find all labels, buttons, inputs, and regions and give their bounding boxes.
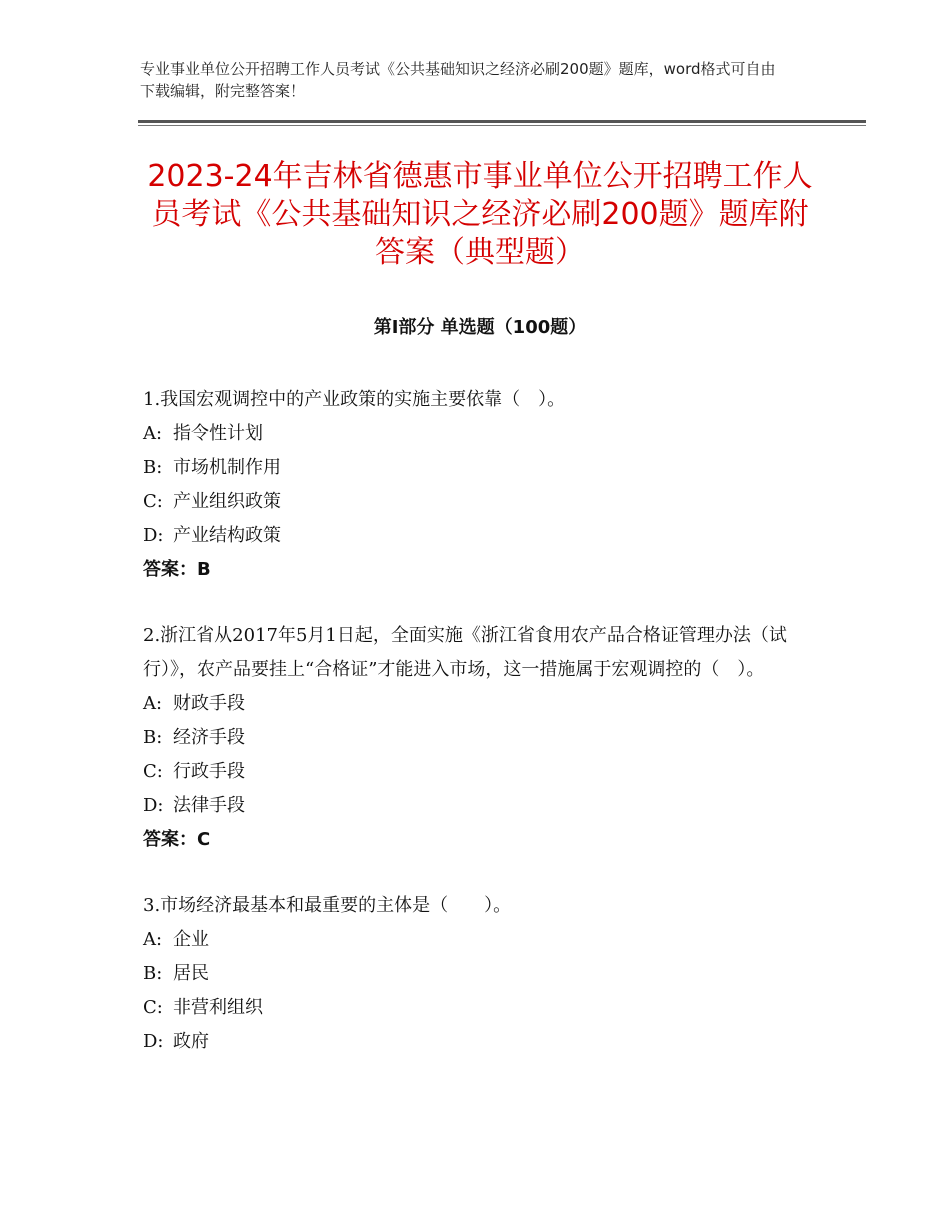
question-stem: 3.市场经济最基本和最重要的主体是（ ）。	[143, 895, 512, 916]
option-b	[143, 957, 813, 991]
option-label: D:	[143, 1031, 164, 1052]
option-text: 市场机制作用	[173, 457, 281, 478]
header-divider-thin	[138, 125, 866, 126]
option-text: 法律手段	[173, 795, 245, 816]
question-1	[143, 383, 813, 587]
option-label: A:	[143, 423, 163, 444]
option-label: B:	[143, 727, 163, 748]
option-label: D:	[143, 795, 164, 816]
option-label: B:	[143, 963, 163, 984]
option-d	[143, 519, 813, 553]
option-c	[143, 991, 813, 1025]
option-a	[143, 687, 813, 721]
question-stem: 1.我国宏观调控中的产业政策的实施主要依靠（ ）。	[143, 389, 566, 410]
question-list	[143, 383, 813, 1091]
option-c	[143, 485, 813, 519]
question-2	[143, 619, 813, 857]
option-d	[143, 789, 813, 823]
question-stem: 2.浙江省从2017年5月1日起，全面实施《浙江省食用农产品合格证管理办法（试行）》，农产品要挂上“合格证”才能进入市场，这一措施属于宏观调控的（ ）。	[143, 625, 787, 680]
option-b	[143, 451, 813, 485]
option-text: 政府	[173, 1031, 209, 1052]
document-title: 2023-24年吉林省德惠市事业单位公开招聘工作人员考试《公共基础知识之经济必刷200题》题库附答案（典型题）	[147, 159, 813, 270]
option-text: 经济手段	[173, 727, 245, 748]
option-a	[143, 923, 813, 957]
option-label: D:	[143, 525, 164, 546]
option-text: 财政手段	[173, 693, 245, 714]
option-label: A:	[143, 929, 163, 950]
header-divider-thick	[138, 120, 866, 123]
answer-line: 答案：C	[143, 829, 211, 850]
question-3	[143, 889, 813, 1059]
option-b	[143, 721, 813, 755]
option-label: C:	[143, 491, 163, 512]
option-text: 行政手段	[173, 761, 245, 782]
option-text: 企业	[173, 929, 209, 950]
option-label: B:	[143, 457, 163, 478]
section-title: 第Ⅰ部分 单选题（100题）	[373, 317, 587, 338]
option-text: 产业组织政策	[173, 491, 281, 512]
option-text: 指令性计划	[173, 423, 263, 444]
option-text: 产业结构政策	[173, 525, 281, 546]
option-d	[143, 1025, 813, 1059]
option-text: 居民	[173, 963, 209, 984]
option-label: A:	[143, 693, 163, 714]
option-label: C:	[143, 761, 163, 782]
option-a	[143, 417, 813, 451]
header-note: 专业事业单位公开招聘工作人员考试《公共基础知识之经济必刷200题》题库，word格式可自由下载编辑，附完整答案！	[140, 60, 776, 100]
option-c	[143, 755, 813, 789]
answer-line: 答案：B	[143, 559, 211, 580]
option-text: 非营利组织	[173, 997, 263, 1018]
option-label: C:	[143, 997, 163, 1018]
